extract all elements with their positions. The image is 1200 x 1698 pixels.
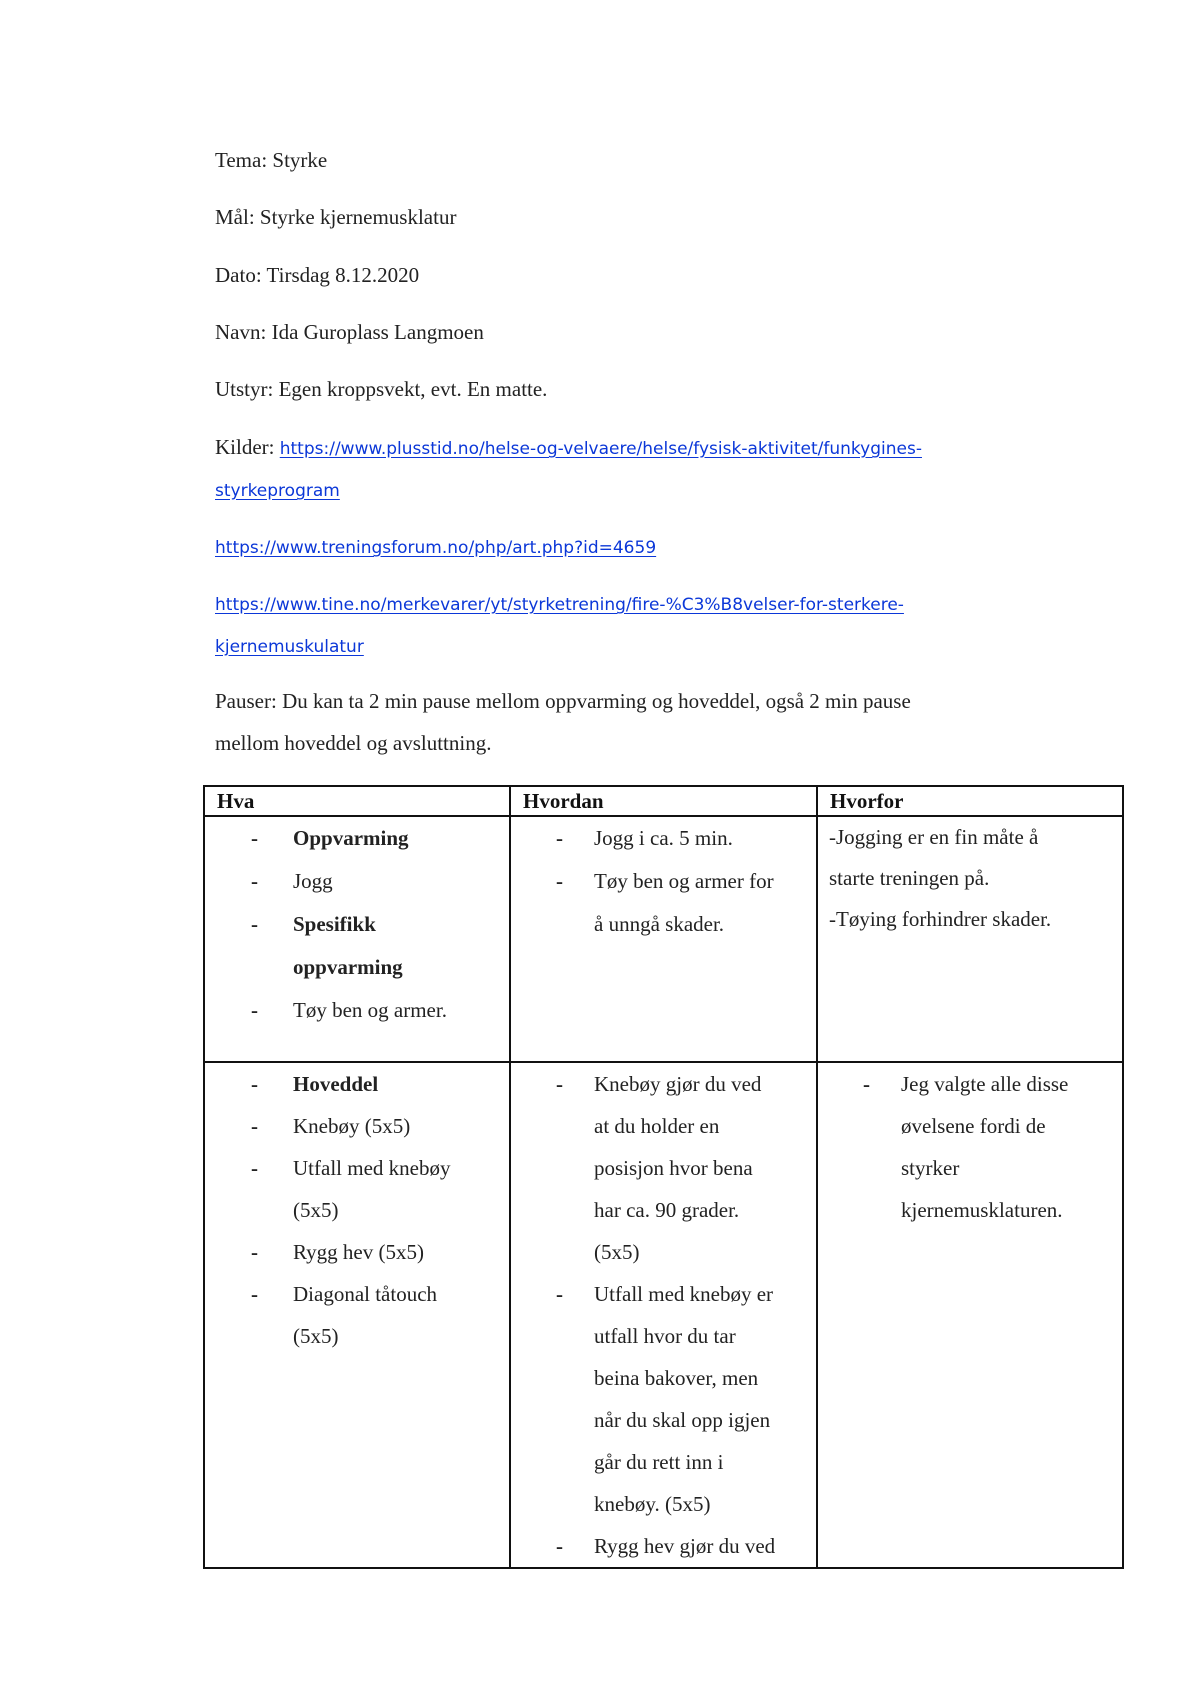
cell-hvordan-warmup [510, 816, 817, 1062]
header-hvorfor: Hvorfor [817, 786, 1123, 816]
list-item-cont: (5x5) [594, 1240, 640, 1264]
list-item-cont: oppvarming [293, 955, 403, 979]
list-item: - Knebøy gjør du ved [511, 1063, 816, 1105]
maal-line: Mål: Styrke kjernemusklatur [215, 205, 457, 229]
list-item-cont: (5x5) [293, 1198, 339, 1222]
pauser-line-cont: mellom hoveddel og avsluttning. [215, 731, 492, 755]
list-item: - Diagonal tåtouch [205, 1273, 509, 1315]
list-item-cont: har ca. 90 grader. [594, 1198, 740, 1222]
source-link-1[interactable]: https://www.plusstid.no/helse-og-velvaere/helse/fysisk-aktivitet/funkygines- [279, 439, 922, 459]
list-item-cont: øvelsene fordi de [901, 1114, 1046, 1138]
list-item: - Jogg [205, 860, 509, 903]
list-item-cont: utfall hvor du tar [594, 1324, 736, 1348]
source-link-3[interactable]: https://www.tine.no/merkevarer/yt/styrketrening/fire-%C3%B8velser-for-sterkere- [215, 595, 904, 615]
list-item-cont: beina bakover, men [594, 1366, 759, 1390]
list-item-cont: at du holder en [594, 1114, 720, 1138]
kilder-line [215, 427, 922, 469]
source-link-3-cont[interactable]: kjernemuskulatur [215, 637, 364, 657]
list-item: - Utfall med knebøy er [511, 1273, 816, 1315]
training-plan-table [203, 785, 1124, 1569]
source-link-2[interactable]: https://www.treningsforum.no/php/art.php?id=4659 [215, 538, 657, 558]
list-item: - Jeg valgte alle disse [818, 1063, 1122, 1105]
utstyr-line: Utstyr: Egen kroppsvekt, evt. En matte. [215, 377, 548, 401]
list-item-cont: når du skal opp igjen [594, 1408, 771, 1432]
kilder-label: Kilder: [215, 435, 280, 459]
text-line: starte treningen på. [829, 866, 990, 890]
kilder-line-cont [215, 469, 340, 511]
text-line: -Tøying forhindrer skader. [829, 907, 1052, 931]
list-item-cont: posisjon hvor bena [594, 1156, 753, 1180]
list-item: - Tøy ben og armer for [511, 860, 816, 903]
pauser-line: Pauser: Du kan ta 2 min pause mellom oppvarming og hoveddel, også 2 min pause [215, 689, 911, 713]
header-hva: Hva [204, 786, 510, 816]
list-item: - Knebøy (5x5) [205, 1105, 509, 1147]
list-item: - Jogg i ca. 5 min. [511, 817, 816, 860]
navn-line: Navn: Ida Guroplass Langmoen [215, 320, 484, 344]
table-row [204, 816, 1123, 1062]
cell-hvordan-main [510, 1062, 817, 1568]
kilder-line-3 [215, 583, 904, 625]
kilder-line-3-cont [215, 625, 364, 667]
dato-line: Dato: Tirsdag 8.12.2020 [215, 263, 420, 287]
list-item-cont: (5x5) [293, 1324, 339, 1348]
list-item: - Rygg hev gjør du ved [511, 1525, 816, 1567]
cell-hva-main [204, 1062, 510, 1568]
cell-hvorfor-warmup [817, 816, 1123, 1062]
list-item: - Oppvarming [205, 817, 509, 860]
source-link-1-cont[interactable]: styrkeprogram [215, 481, 340, 501]
cell-hva-warmup [204, 816, 510, 1062]
list-item: - Spesifikk [205, 903, 509, 946]
list-item-cont: å unngå skader. [594, 912, 725, 936]
kilder-line-2 [215, 526, 656, 568]
text-line: -Jogging er en fin måte å [829, 825, 1039, 849]
list-item-cont: går du rett inn i [594, 1450, 724, 1474]
list-item-cont: knebøy. (5x5) [594, 1492, 711, 1516]
list-item: - Utfall med knebøy [205, 1147, 509, 1189]
list-item-cont: styrker [901, 1156, 960, 1180]
list-item: - Rygg hev (5x5) [205, 1231, 509, 1273]
cell-hvorfor-main [817, 1062, 1123, 1568]
table-header-row [204, 786, 1123, 816]
table-row [204, 1062, 1123, 1568]
list-item-cont: kjernemusklaturen. [901, 1198, 1063, 1222]
list-item: - Hoveddel [205, 1063, 509, 1105]
tema-line: Tema: Styrke [215, 148, 328, 172]
list-item: - Tøy ben og armer. [205, 989, 509, 1032]
header-hvordan: Hvordan [510, 786, 817, 816]
